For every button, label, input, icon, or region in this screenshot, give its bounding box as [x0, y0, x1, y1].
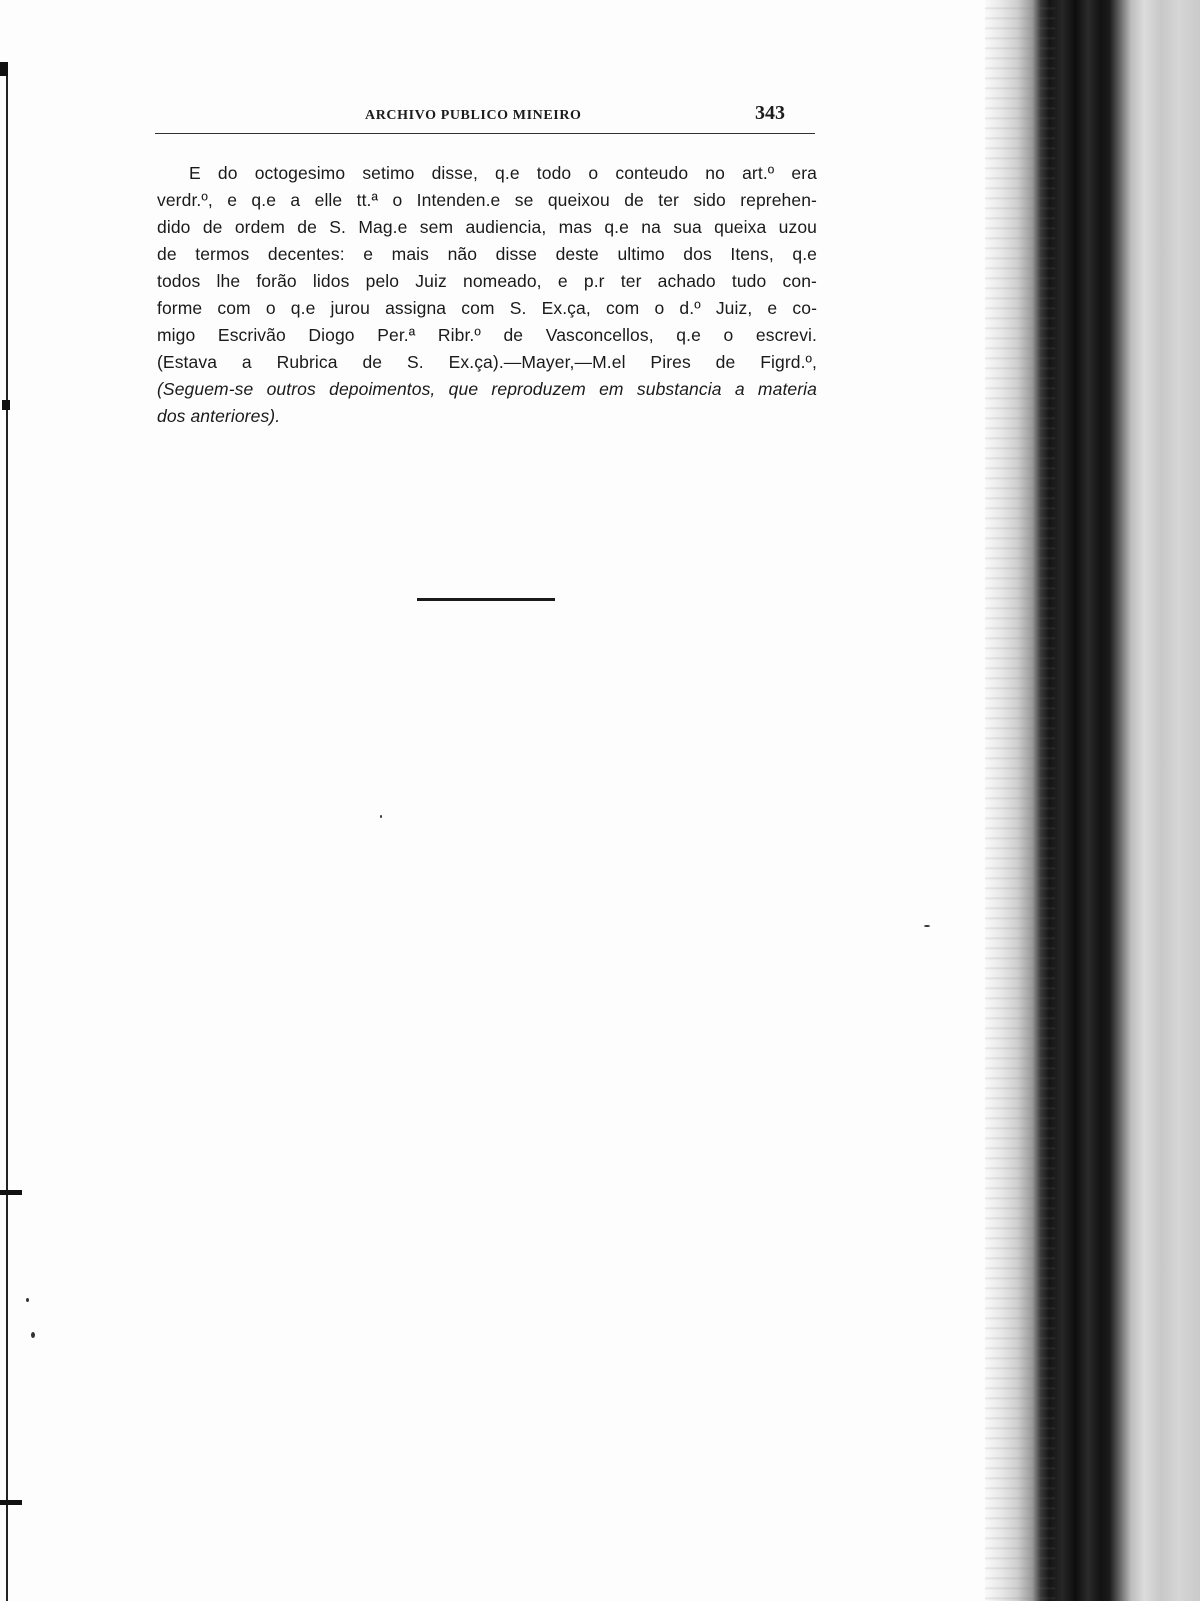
binding-mark — [0, 1500, 22, 1505]
text-line: E do octogesimo setimo disse, q.e todo o conteudo no art.º era — [189, 163, 817, 183]
left-binding-edge — [6, 70, 8, 1601]
running-title: ARCHIVO PUBLICO MINEIRO — [365, 108, 582, 123]
text-line: de termos decentes: e mais não disse deste ultimo dos Itens, q.e — [157, 244, 817, 264]
scan-speck — [924, 925, 930, 927]
text-line: forme com o q.e jurou assigna com S. Ex.ça, com o d.º Juiz, e co- — [157, 298, 817, 318]
scan-speck — [31, 1332, 35, 1338]
body-text — [157, 160, 817, 430]
binding-mark — [0, 62, 8, 76]
text-line: dido de ordem de S. Mag.e sem audiencia, mas q.e na sua queixa uzou — [157, 217, 817, 237]
running-header — [155, 100, 815, 130]
text-line: todos lhe forão lidos pelo Juiz nomeado, e p.r ter achado tudo con- — [157, 271, 817, 291]
binding-mark — [2, 400, 10, 410]
text-line-italic: (Seguem-se outros depoimentos, que reproduzem em substancia a materia — [157, 379, 817, 399]
scan-speck — [26, 1298, 29, 1302]
text-line: verdr.º, e q.e a elle tt.ª o Intenden.e se queixou de ter sido reprehen- — [157, 190, 817, 210]
text-line: (Estava a Rubrica de S. Ex.ça).—Mayer,—M.el Pires de Figrd.º, — [157, 352, 817, 372]
scan-speck — [380, 815, 382, 818]
text-line-italic: dos anteriores). — [157, 406, 281, 426]
header-rule — [155, 133, 815, 134]
text-line: migo Escrivão Diogo Per.ª Ribr.º de Vasconcellos, q.e o escrevi. — [157, 325, 817, 345]
section-end-rule — [417, 598, 555, 601]
binding-mark — [0, 1190, 22, 1195]
gutter-texture — [985, 0, 1055, 1601]
page-number: 343 — [755, 102, 785, 124]
